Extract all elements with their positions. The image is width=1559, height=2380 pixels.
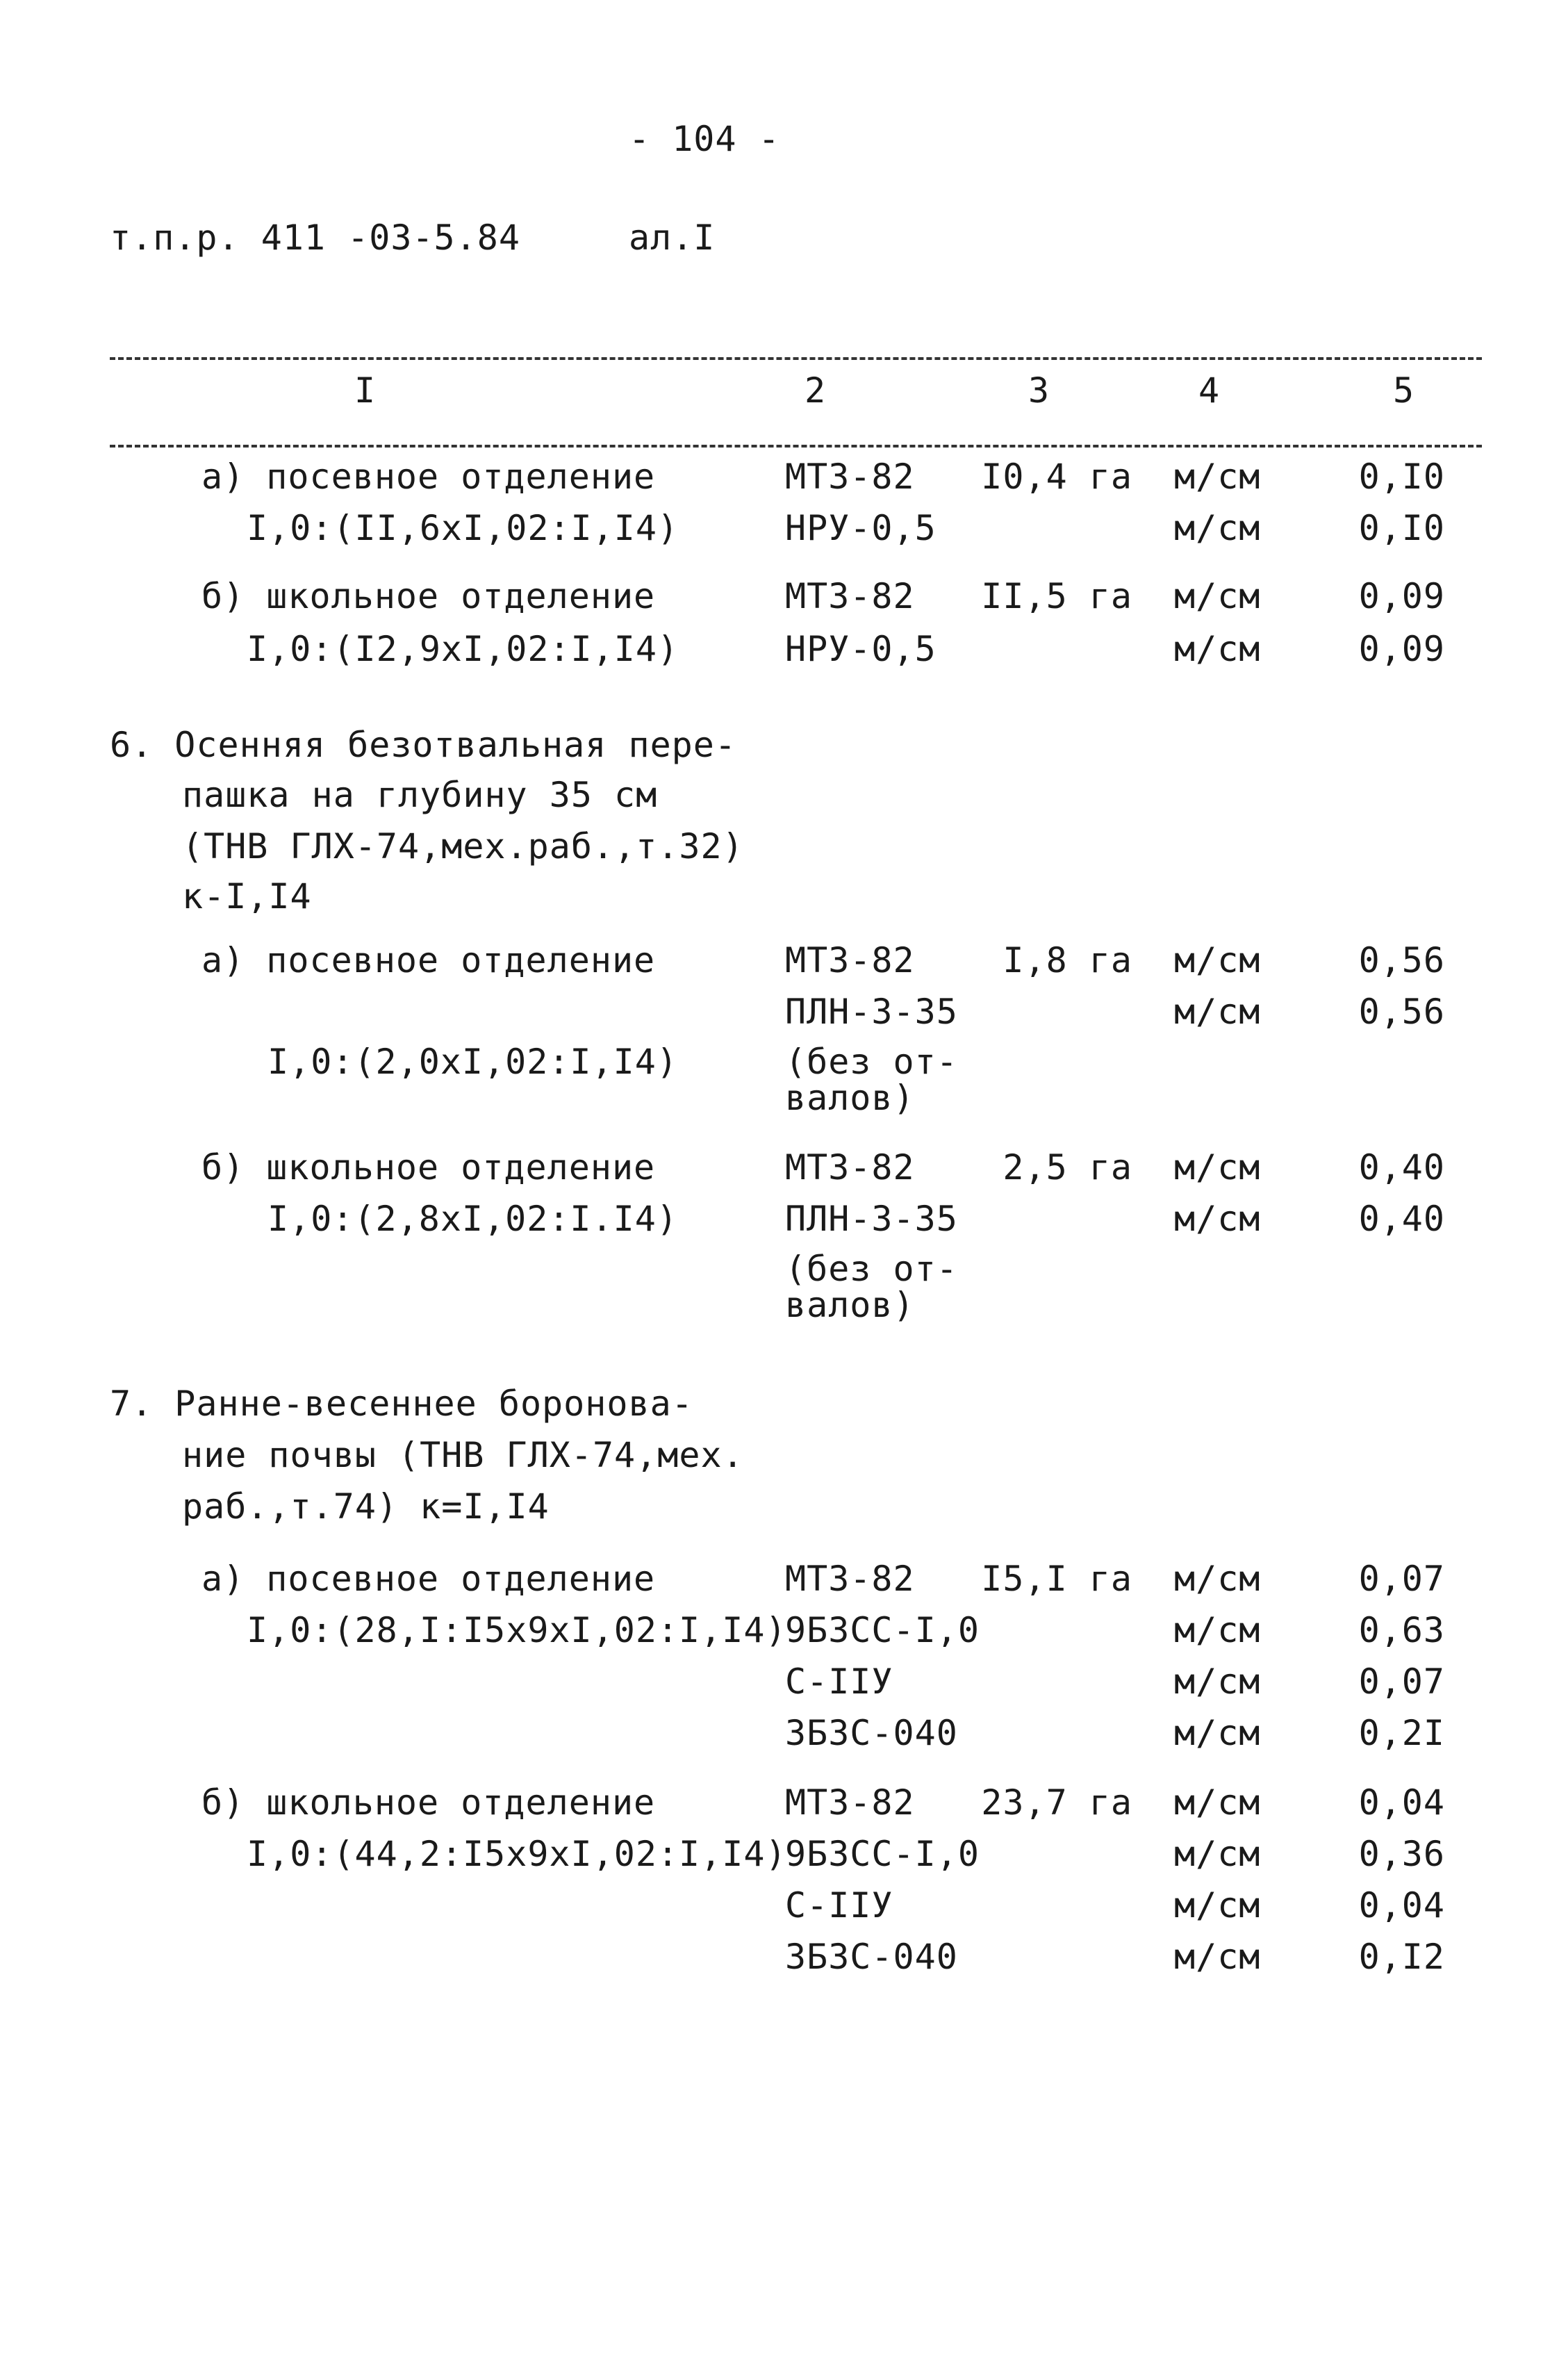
cell-unit: м/см (1174, 576, 1261, 616)
cell-unit: м/см (1174, 1661, 1261, 1702)
cell-unit: м/см (1174, 629, 1261, 669)
cell-unit: м/см (1174, 940, 1261, 980)
cell-machine: МТЗ-82 (785, 1147, 915, 1188)
cell-desc: б) школьное отделение (201, 1782, 656, 1823)
section-heading-line: пашка на глубину 35 см (182, 775, 658, 815)
cell-value: 0,09 (1358, 629, 1445, 669)
cell-desc: а) посевное отделение (201, 457, 656, 497)
cell-value: 0,2I (1358, 1713, 1445, 1753)
cell-machine: 9БЗСС-I,0 (785, 1610, 980, 1650)
column-header-2: 2 (805, 370, 827, 411)
column-header-1: I (354, 370, 377, 411)
cell-machine: МТЗ-82 (785, 1559, 915, 1599)
cell-desc: а) посевное отделение (201, 940, 656, 980)
cell-value: 0,I2 (1358, 1937, 1445, 1977)
cell-unit: м/см (1174, 1199, 1261, 1239)
cell-machine: С-IIУ (785, 1885, 893, 1926)
cell-machine: МТЗ-82 (785, 940, 915, 980)
cell-machine: МТЗ-82 (785, 1782, 915, 1823)
page-number: - 104 - (629, 119, 780, 159)
cell-value: 0,09 (1358, 576, 1445, 616)
cell-value: 0,63 (1358, 1610, 1445, 1650)
cell-desc: I,0:(44,2:I5x9xI,02:I,I4) (247, 1834, 787, 1874)
section-heading-line: раб.,т.74) к=I,I4 (182, 1486, 550, 1527)
section-heading-line: 6. Осенняя безотвальная пере- (110, 725, 736, 765)
section-heading-line: ние почвы (ТНВ ГЛХ-74,мех. (182, 1435, 744, 1475)
section-heading-line: 7. Ранне-весеннее боронова- (110, 1384, 693, 1424)
cell-machine: ПЛН-3-35 (785, 1199, 958, 1239)
cell-unit: м/см (1174, 1147, 1261, 1188)
cell-machine: ПЛН-3-35 (785, 992, 958, 1032)
cell-value: 0,07 (1358, 1559, 1445, 1599)
cell-machine: (без от- (785, 1249, 958, 1289)
cell-machine: С-IIУ (785, 1661, 893, 1702)
cell-value: 0,56 (1358, 940, 1445, 980)
cell-value: 0,I0 (1358, 457, 1445, 497)
cell-machine: НРУ-0,5 (785, 508, 937, 548)
cell-unit: м/см (1174, 1782, 1261, 1823)
cell-desc: а) посевное отделение (201, 1559, 656, 1599)
cell-value: 0,07 (1358, 1661, 1445, 1702)
cell-unit: м/см (1174, 1885, 1261, 1926)
cell-area: 2,5 га (1003, 1147, 1132, 1188)
doc-code: т.п.р. 411 -03-5.84 (110, 218, 520, 258)
cell-value: 0,04 (1358, 1782, 1445, 1823)
cell-value: 0,36 (1358, 1834, 1445, 1874)
cell-unit: м/см (1174, 1937, 1261, 1977)
cell-value: 0,56 (1358, 992, 1445, 1032)
cell-machine: ЗБЗС-040 (785, 1937, 958, 1977)
cell-value: 0,I0 (1358, 508, 1445, 548)
cell-area: 23,7 га (981, 1782, 1132, 1823)
table-rule-top (110, 357, 1482, 360)
cell-desc: I,0:(2,0xI,02:I,I4) (267, 1042, 678, 1082)
cell-area: I,8 га (1003, 940, 1132, 980)
cell-machine: ЗБЗС-040 (785, 1713, 958, 1753)
cell-machine: МТЗ-82 (785, 457, 915, 497)
cell-unit: м/см (1174, 1834, 1261, 1874)
cell-value: 0,04 (1358, 1885, 1445, 1926)
cell-machine: НРУ-0,5 (785, 629, 937, 669)
cell-unit: м/см (1174, 508, 1261, 548)
album-label: ал.I (629, 218, 716, 258)
table-rule-header (110, 445, 1482, 448)
cell-unit: м/см (1174, 1610, 1261, 1650)
cell-unit: м/см (1174, 1713, 1261, 1753)
cell-area: I5,I га (981, 1559, 1132, 1599)
cell-desc: I,0:(28,I:I5x9xI,02:I,I4) (247, 1610, 787, 1650)
cell-value: 0,40 (1358, 1147, 1445, 1188)
cell-area: II,5 га (981, 576, 1132, 616)
section-heading-line: (ТНВ ГЛХ-74,мех.раб.,т.32) (182, 826, 744, 867)
cell-value: 0,40 (1358, 1199, 1445, 1239)
cell-desc: б) школьное отделение (201, 576, 656, 616)
cell-machine: (без от- (785, 1042, 958, 1082)
cell-machine: валов) (785, 1285, 915, 1325)
cell-area: I0,4 га (981, 457, 1132, 497)
cell-unit: м/см (1174, 457, 1261, 497)
cell-machine: валов) (785, 1078, 915, 1118)
column-header-4: 4 (1198, 370, 1221, 411)
cell-machine: МТЗ-82 (785, 576, 915, 616)
section-heading-line: к-I,I4 (182, 876, 312, 917)
cell-desc: I,0:(II,6xI,02:I,I4) (247, 508, 679, 548)
cell-unit: м/см (1174, 1559, 1261, 1599)
cell-desc: I,0:(2,8xI,02:I.I4) (267, 1199, 678, 1239)
cell-desc: б) школьное отделение (201, 1147, 656, 1188)
cell-unit: м/см (1174, 992, 1261, 1032)
column-header-3: 3 (1028, 370, 1050, 411)
cell-machine: 9БЗСС-I,0 (785, 1834, 980, 1874)
cell-desc: I,0:(I2,9xI,02:I,I4) (247, 629, 679, 669)
column-header-5: 5 (1393, 370, 1415, 411)
